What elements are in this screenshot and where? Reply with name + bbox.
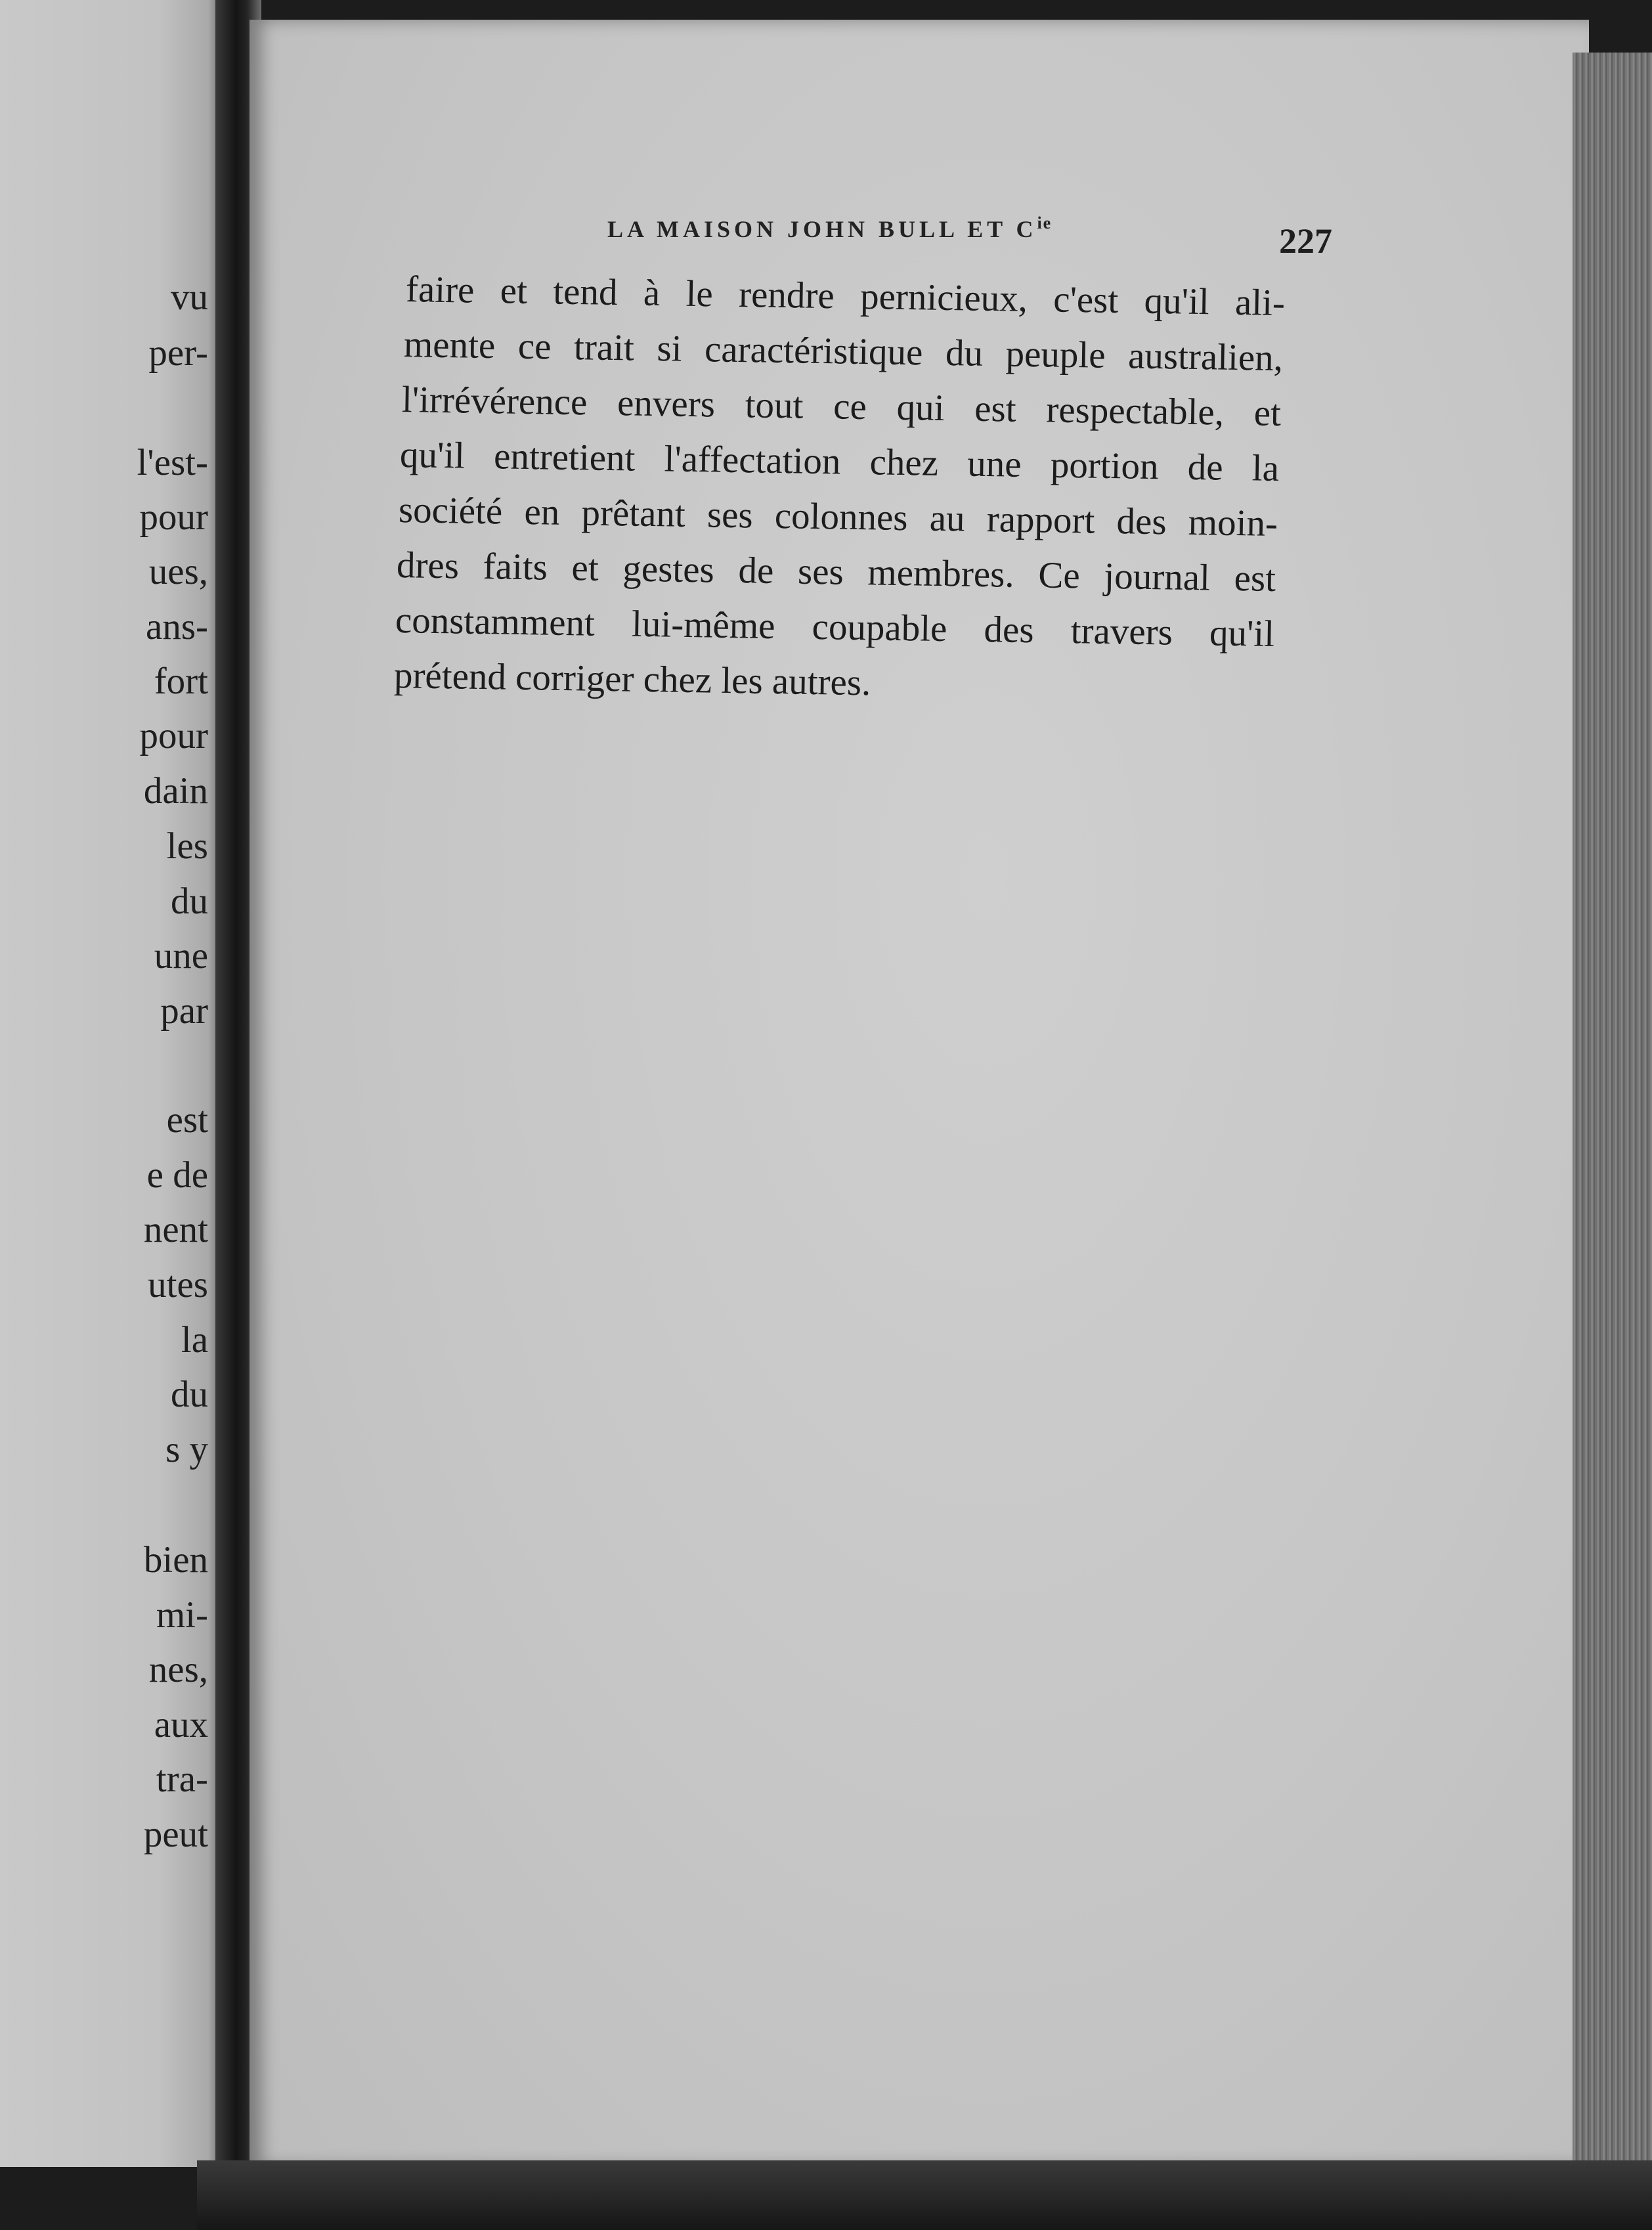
left-line: e de bbox=[146, 1154, 208, 1196]
left-line: dain bbox=[143, 770, 208, 812]
left-line: pour bbox=[139, 715, 208, 756]
left-line: pour bbox=[139, 496, 208, 538]
left-line: par bbox=[160, 990, 208, 1032]
left-line: per- bbox=[148, 332, 208, 374]
bottom-shadow bbox=[197, 2160, 1652, 2230]
body-text-line: dres faits et gestes de ses membres. Ce journal est bbox=[396, 544, 1276, 600]
left-line: du bbox=[171, 1374, 208, 1415]
left-line: nent bbox=[143, 1209, 208, 1250]
left-line: s y bbox=[165, 1429, 208, 1470]
left-line: l'est- bbox=[137, 442, 208, 483]
left-line: mi- bbox=[156, 1594, 208, 1636]
left-line: utes bbox=[148, 1264, 208, 1305]
left-line: la bbox=[181, 1319, 208, 1361]
body-text-line: mente ce trait si caractéristique du peuple australien, bbox=[403, 324, 1284, 380]
left-page bbox=[0, 0, 227, 2167]
body-text-line: société en prêtant ses colonnes au rapport des moin- bbox=[398, 489, 1278, 545]
left-line: fort bbox=[154, 661, 208, 702]
left-line: bien bbox=[143, 1539, 208, 1581]
left-line: vu bbox=[171, 276, 208, 318]
left-line: ans- bbox=[146, 606, 208, 647]
left-line: une bbox=[154, 935, 208, 976]
left-line: peut bbox=[143, 1814, 208, 1855]
running-head bbox=[607, 213, 1052, 243]
left-line: aux bbox=[154, 1704, 208, 1745]
body-text-line: l'irrévérence envers tout ce qui est respectable, et bbox=[401, 379, 1282, 435]
running-head-superscript: ie bbox=[1037, 213, 1053, 232]
running-head-text: LA MAISON JOHN BULL ET C bbox=[607, 216, 1037, 242]
left-line: est bbox=[166, 1099, 208, 1141]
left-line: les bbox=[166, 825, 208, 867]
body-text-line: constamment lui-même coupable des travers qu'il bbox=[395, 600, 1275, 655]
left-line: nes, bbox=[148, 1649, 208, 1690]
left-line: ues, bbox=[148, 551, 208, 592]
left-line: du bbox=[171, 881, 208, 922]
page-edges bbox=[1573, 53, 1652, 2193]
body-text-line: prétend corriger chez les autres. bbox=[393, 655, 871, 704]
body-text-line: faire et tend à le rendre pernicieux, c'est qu'il ali- bbox=[405, 269, 1286, 324]
left-line: tra- bbox=[156, 1759, 208, 1800]
body-text-line: qu'il entretient l'affectation chez une portion de la bbox=[399, 434, 1280, 490]
page-number: 227 bbox=[1279, 221, 1332, 261]
